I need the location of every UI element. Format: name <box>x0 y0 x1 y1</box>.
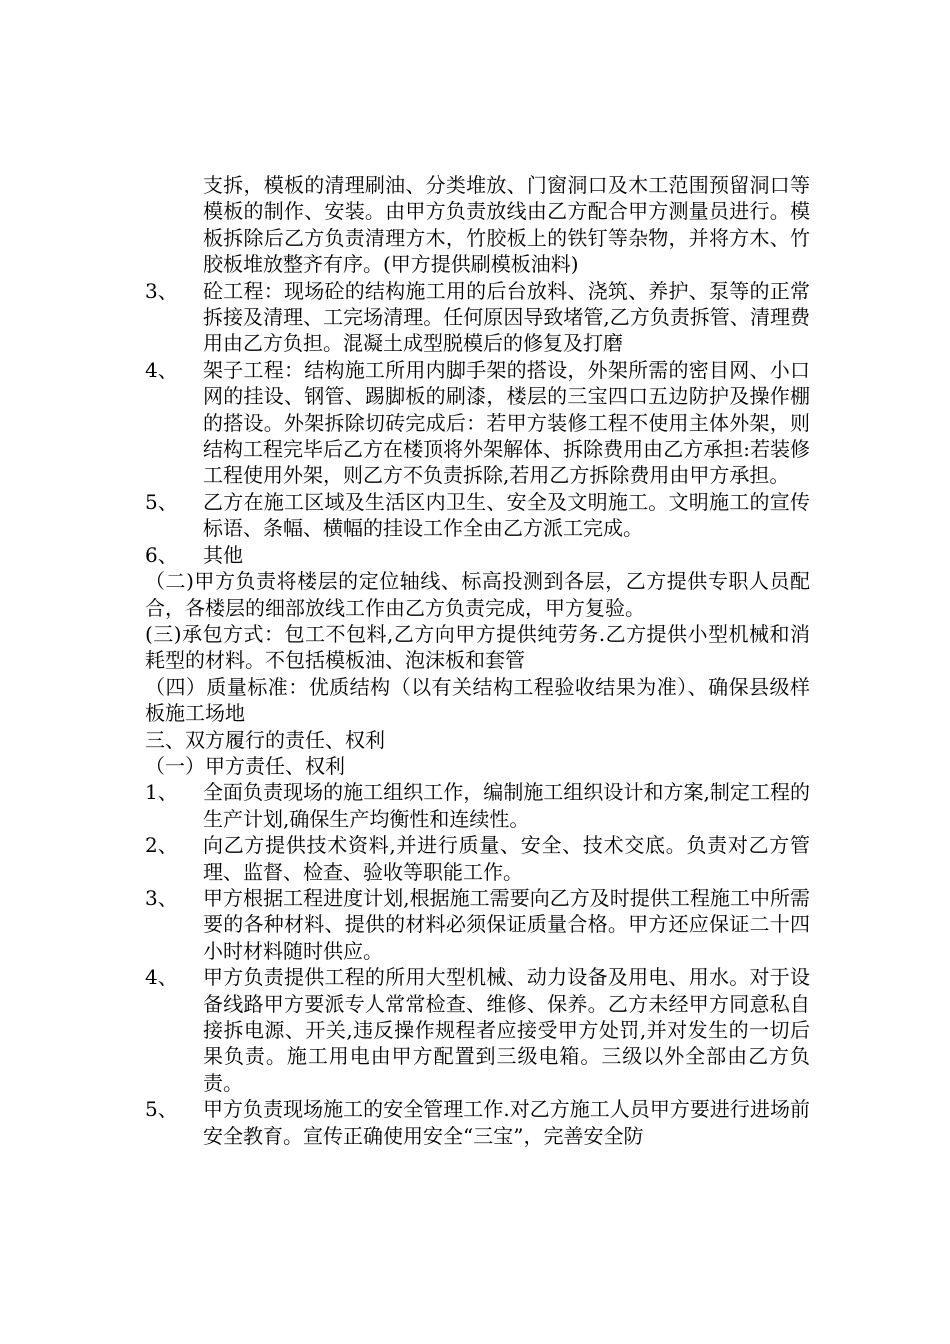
list-text: 其他 <box>203 542 243 567</box>
list-text: 架子工程：结构施工所用内脚手架的搭设，外架所需的密目网、小口网的挂设、钢管、踢脚板的刷漆，楼层的三宝四口五边防护及操作棚的搭设。外架拆除切砖完成后：若甲方装修工程不使用主体外架，则结构工程完毕后乙方在楼顶将外架解体、拆除费用由乙方承担:若装修工程使用外架，则乙方不负责拆除,若用乙方拆除费用由甲方承担。 <box>203 357 810 488</box>
list-text: 甲方负责提供工程的所用大型机械、动力设备及用电、用水。对于设备线路甲方要派专人常常检查、维修、保养。乙方未经甲方同意私自接拆电源、开关,违反操作规程者应接受甲方处罚,并对发生的一切后果负责。施工用电由甲方配置到三级电箱。三级以外全部由乙方负责。 <box>203 965 810 1095</box>
list-item <box>145 832 810 885</box>
list-number: 3、 <box>145 278 178 303</box>
document-body <box>145 172 810 1149</box>
list-text: 乙方在施工区域及生活区内卫生、安全及文明施工。文明施工的宣传标语、条幅、横幅的挂设工作全由乙方派工完成。 <box>203 489 810 541</box>
subsection-heading: （一）甲方责任、权利 <box>145 753 345 778</box>
list-item <box>145 489 810 542</box>
list-item <box>145 542 810 568</box>
list-number: 1、 <box>145 780 178 805</box>
list-number: 6、 <box>145 542 178 567</box>
list-item <box>145 1096 810 1149</box>
list-item <box>145 885 810 964</box>
list-text: 全面负责现场的施工组织工作，编制施工组织设计和方案,制定工程的生产计划,确保生产均衡性和连续性。 <box>203 780 810 831</box>
list-text: 甲方负责现场施工的安全管理工作.对乙方施工人员甲方要进行进场前安全教育。宣传正确使用安全“三宝”，完善安全防 <box>203 1097 810 1148</box>
list-number: 5、 <box>145 1097 178 1122</box>
list-number: 4、 <box>145 965 178 990</box>
paragraph-section-3: (三)承包方式：包工不包料,乙方向甲方提供纯劳务.乙方提供小型机械和消耗型的材料。不包括模板油、泡沫板和套管 <box>145 621 810 673</box>
list-number: 4、 <box>145 357 178 382</box>
continuation-paragraph: 支拆，模板的清理刷油、分类堆放、门窗洞口及木工范围预留洞口等模板的制作、安装。由甲方负责放线由乙方配合甲方测量员进行。模板拆除后乙方负责清理方木，竹胶板上的铁钉等杂物，并将方木、竹胶板堆放整齐有序。(甲方提供刷模板油料) <box>203 173 810 277</box>
list-item <box>145 278 810 357</box>
list-text: 砼工程：现场砼的结构施工用的后台放料、浇筑、养护、泵等的正常拆接及清理、工完场清理。任何原因导致堵管,乙方负责拆管、清理费用由乙方负担。混凝土成型脱模后的修复及打磨 <box>203 278 810 356</box>
section-heading: 三、双方履行的责任、权利 <box>145 727 385 752</box>
list-number: 2、 <box>145 833 178 858</box>
list-item <box>145 779 810 832</box>
list-item <box>145 357 810 489</box>
paragraph-section-4: （四）质量标准：优质结构（以有关结构工程验收结果为准）、确保县级样板施工场地 <box>145 674 810 726</box>
list-text: 甲方根据工程进度计划,根据施工需要向乙方及时提供工程施工中所需要的各种材料、提供的材料必须保证质量合格。甲方还应保证二十四小时材料随时供应。 <box>203 885 810 963</box>
paragraph-section-2: （二)甲方负责将楼层的定位轴线、标高投测到各层，乙方提供专职人员配合，各楼层的细部放线工作由乙方负责完成，甲方复验。 <box>145 569 810 620</box>
list-number: 5、 <box>145 489 178 514</box>
list-text: 向乙方提供技术资料,并进行质量、安全、技术交底。负责对乙方管理、监督、检查、验收等职能工作。 <box>203 833 810 884</box>
list-item <box>145 964 810 1096</box>
list-number: 3、 <box>145 885 178 910</box>
